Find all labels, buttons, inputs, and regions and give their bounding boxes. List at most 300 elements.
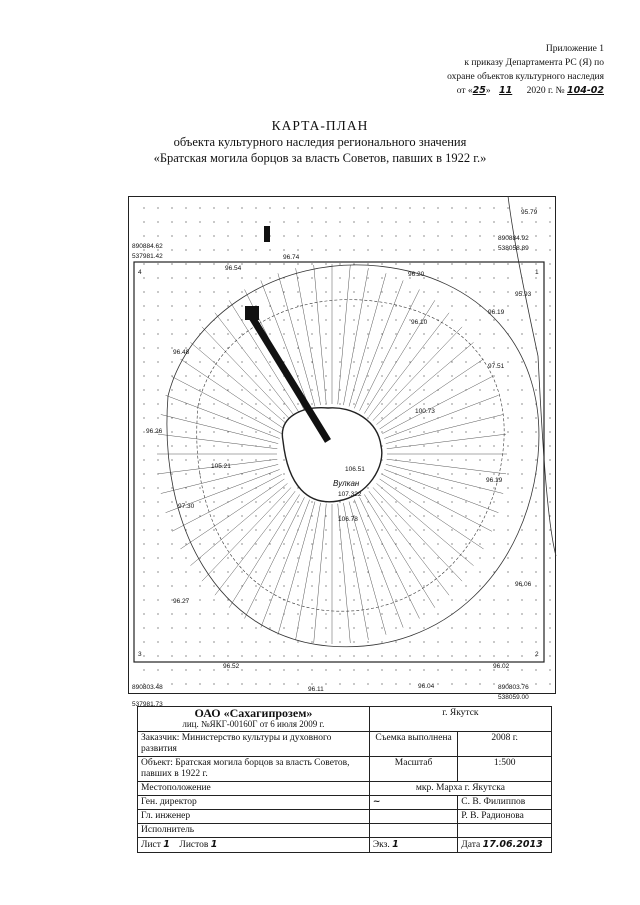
grid-dot — [395, 529, 396, 530]
grid-dot — [157, 221, 158, 222]
grid-dot — [283, 207, 284, 208]
grid-dot — [213, 207, 214, 208]
grid-dot — [199, 305, 200, 306]
grid-dot — [381, 221, 382, 222]
grid-dot — [311, 543, 312, 544]
director-name: С. В. Филиппов — [458, 796, 552, 810]
grid-dot — [395, 585, 396, 586]
grid-dot — [227, 571, 228, 572]
grid-dot — [381, 683, 382, 684]
slope-hatch — [380, 479, 484, 549]
grid-dot — [241, 599, 242, 600]
grid-dot — [227, 641, 228, 642]
grid-dot — [535, 585, 536, 586]
grid-dot — [535, 361, 536, 362]
grid-dot — [465, 557, 466, 558]
grid-dot — [171, 375, 172, 376]
grid-dot — [465, 459, 466, 460]
grid-dot — [185, 389, 186, 390]
grid-dot — [269, 613, 270, 614]
grid-dot — [171, 277, 172, 278]
grid-dot — [157, 263, 158, 264]
grid-dot — [479, 445, 480, 446]
corner-number-3: 3 — [138, 651, 142, 658]
grid-dot — [325, 361, 326, 362]
grid-dot — [353, 333, 354, 334]
grid-dot — [269, 375, 270, 376]
slope-hatch — [387, 459, 506, 474]
corner-coord-tl-y: 537981.42 — [132, 253, 163, 260]
grid-dot — [409, 333, 410, 334]
grid-dot — [423, 501, 424, 502]
grid-dot — [213, 571, 214, 572]
grid-dot — [339, 361, 340, 362]
grid-dot — [143, 403, 144, 404]
grid-dot — [479, 683, 480, 684]
grid-dot — [227, 445, 228, 446]
grid-dot — [451, 501, 452, 502]
grid-dot — [437, 599, 438, 600]
grid-dot — [521, 613, 522, 614]
grid-dot — [409, 655, 410, 656]
grid-dot — [395, 431, 396, 432]
grid-dot — [367, 487, 368, 488]
grid-dot — [493, 417, 494, 418]
grid-dot — [395, 263, 396, 264]
grid-dot — [255, 655, 256, 656]
grid-dot — [479, 613, 480, 614]
grid-dot — [493, 319, 494, 320]
grid-dot — [255, 613, 256, 614]
grid-dot — [143, 291, 144, 292]
grid-dot — [479, 571, 480, 572]
grid-dot — [199, 445, 200, 446]
grid-dot — [465, 445, 466, 446]
grid-dot — [535, 389, 536, 390]
grid-dot — [157, 207, 158, 208]
location-value: мкр. Марха г. Якутска — [369, 782, 551, 796]
grid-dot — [185, 585, 186, 586]
title-block — [137, 706, 552, 853]
grid-dot — [255, 431, 256, 432]
grid-dot — [241, 571, 242, 572]
grid-dot — [269, 277, 270, 278]
grid-dot — [143, 347, 144, 348]
slope-hatch — [229, 494, 300, 607]
grid-dot — [409, 585, 410, 586]
corner-number-1: 1 — [535, 269, 539, 276]
grid-dot — [213, 403, 214, 404]
grid-dot — [521, 347, 522, 348]
grid-dot — [143, 655, 144, 656]
grid-dot — [507, 473, 508, 474]
grid-dot — [255, 207, 256, 208]
grid-dot — [395, 445, 396, 446]
grid-dot — [353, 263, 354, 264]
grid-dot — [255, 389, 256, 390]
grid-dot — [255, 585, 256, 586]
grid-dot — [353, 669, 354, 670]
grid-dot — [199, 473, 200, 474]
grid-dot — [199, 501, 200, 502]
grid-dot — [241, 613, 242, 614]
slope-hatch — [369, 491, 449, 595]
grid-dot — [143, 529, 144, 530]
height-mark: 96.10 — [411, 319, 428, 326]
grid-dot — [437, 263, 438, 264]
grid-dot — [255, 249, 256, 250]
grid-dot — [381, 599, 382, 600]
grid-dot — [409, 235, 410, 236]
grid-dot — [325, 375, 326, 376]
grid-dot — [549, 445, 550, 446]
grid-dot — [227, 529, 228, 530]
grid-dot — [185, 263, 186, 264]
grid-dot — [311, 585, 312, 586]
grid-dot — [311, 263, 312, 264]
grid-dot — [521, 417, 522, 418]
grid-dot — [465, 473, 466, 474]
grid-dot — [143, 613, 144, 614]
grid-dot — [451, 557, 452, 558]
grid-dot — [493, 641, 494, 642]
monument-block — [264, 226, 270, 242]
grid-dot — [241, 641, 242, 642]
grid-dot — [549, 277, 550, 278]
grid-dot — [213, 613, 214, 614]
grid-dot — [311, 235, 312, 236]
grid-dot — [479, 431, 480, 432]
grid-dot — [241, 543, 242, 544]
grid-dot — [213, 305, 214, 306]
slope-hatch — [343, 268, 368, 405]
grid-dot — [423, 641, 424, 642]
slope-hatch — [296, 503, 321, 640]
grid-dot — [423, 529, 424, 530]
grid-dot — [297, 613, 298, 614]
grid-dot — [199, 291, 200, 292]
grid-dot — [171, 683, 172, 684]
grid-dot — [535, 501, 536, 502]
grid-dot — [451, 417, 452, 418]
grid-dot — [325, 599, 326, 600]
grid-dot — [451, 235, 452, 236]
grid-dot — [423, 375, 424, 376]
slope-hatch — [384, 469, 498, 512]
grid-dot — [549, 305, 550, 306]
grid-dot — [283, 333, 284, 334]
grid-dot — [185, 333, 186, 334]
grid-dot — [521, 571, 522, 572]
grid-dot — [143, 543, 144, 544]
grid-dot — [549, 263, 550, 264]
grid-dot — [479, 333, 480, 334]
grid-dot — [381, 277, 382, 278]
grid-dot — [437, 235, 438, 236]
grid-dot — [241, 277, 242, 278]
grid-dot — [367, 249, 368, 250]
grid-dot — [213, 389, 214, 390]
grid-dot — [493, 207, 494, 208]
grid-dot — [465, 291, 466, 292]
grid-dot — [241, 515, 242, 516]
grid-dot — [479, 249, 480, 250]
grid-dot — [325, 291, 326, 292]
order-number: 104-02 — [567, 85, 604, 96]
grid-dot — [535, 543, 536, 544]
slope-hatch — [338, 504, 351, 643]
corner-coord-bl-x: 890803.48 — [132, 684, 163, 691]
grid-dot — [423, 515, 424, 516]
grid-dot — [325, 655, 326, 656]
grid-dot — [409, 431, 410, 432]
grid-dot — [493, 263, 494, 264]
grid-dot — [297, 585, 298, 586]
grid-dot — [241, 207, 242, 208]
grid-dot — [157, 277, 158, 278]
grid-dot — [549, 431, 550, 432]
grid-dot — [507, 445, 508, 446]
grid-dot — [353, 305, 354, 306]
grid-dot — [269, 557, 270, 558]
survey-year: 2008 г. — [458, 732, 552, 757]
height-mark: 96.19 — [486, 477, 503, 484]
grid-dot — [521, 403, 522, 404]
grid-dot — [535, 515, 536, 516]
grid-dot — [171, 431, 172, 432]
height-mark: 96.02 — [493, 663, 510, 670]
grid-dot — [311, 627, 312, 628]
grid-dot — [269, 263, 270, 264]
grid-dot — [521, 375, 522, 376]
grid-dot — [521, 627, 522, 628]
grid-dot — [325, 515, 326, 516]
grid-dot — [367, 375, 368, 376]
grid-dot — [451, 487, 452, 488]
grid-dot — [423, 613, 424, 614]
grid-dot — [381, 389, 382, 390]
grid-dot — [437, 627, 438, 628]
grid-dot — [227, 277, 228, 278]
grid-dot — [367, 221, 368, 222]
corner-coord-tr-x: 890884.92 — [498, 235, 529, 242]
grid-dot — [367, 417, 368, 418]
grid-dot — [213, 599, 214, 600]
grid-dot — [437, 249, 438, 250]
grid-dot — [493, 221, 494, 222]
grid-dot — [241, 431, 242, 432]
grid-dot — [199, 319, 200, 320]
slope-hatch — [364, 300, 435, 413]
grid-dot — [227, 543, 228, 544]
director-label: Ген. директор — [138, 796, 370, 810]
grid-dot — [423, 487, 424, 488]
grid-dot — [185, 277, 186, 278]
grid-dot — [535, 431, 536, 432]
grid-dot — [143, 515, 144, 516]
grid-dot — [479, 347, 480, 348]
grid-dot — [465, 375, 466, 376]
grid-dot — [465, 305, 466, 306]
grid-dot — [381, 529, 382, 530]
grid-dot — [325, 571, 326, 572]
grid-dot — [381, 515, 382, 516]
height-mark: 95.93 — [515, 291, 532, 298]
grid-dot — [479, 627, 480, 628]
grid-dot — [465, 683, 466, 684]
grid-dot — [395, 641, 396, 642]
grid-dot — [521, 473, 522, 474]
slope-hatch — [158, 434, 277, 449]
grid-dot — [479, 501, 480, 502]
grid-dot — [395, 389, 396, 390]
grid-dot — [437, 291, 438, 292]
grid-dot — [199, 669, 200, 670]
grid-dot — [213, 263, 214, 264]
grid-dot — [395, 557, 396, 558]
grid-dot — [213, 277, 214, 278]
grid-dot — [311, 389, 312, 390]
grid-dot — [451, 375, 452, 376]
grid-dot — [479, 529, 480, 530]
grid-dot — [185, 375, 186, 376]
grid-dot — [157, 389, 158, 390]
grid-dot — [283, 669, 284, 670]
license: лиц. №ЯКГ-00160Г от 6 июля 2009 г. — [182, 719, 325, 729]
grid-dot — [437, 347, 438, 348]
grid-dot — [283, 473, 284, 474]
grid-dot — [185, 319, 186, 320]
grid-dot — [311, 291, 312, 292]
grid-dot — [213, 655, 214, 656]
document-title — [0, 118, 640, 166]
grid-dot — [157, 305, 158, 306]
grid-dot — [255, 459, 256, 460]
grid-dot — [227, 389, 228, 390]
grid-dot — [493, 389, 494, 390]
grid-dot — [507, 277, 508, 278]
grid-dot — [507, 417, 508, 418]
grid-dot — [255, 347, 256, 348]
slope-hatch — [314, 265, 327, 404]
grid-dot — [381, 431, 382, 432]
grid-dot — [227, 459, 228, 460]
grid-dot — [507, 599, 508, 600]
grid-dot — [157, 557, 158, 558]
grid-dot — [325, 669, 326, 670]
grid-dot — [423, 403, 424, 404]
grid-dot — [311, 529, 312, 530]
grid-dot — [367, 347, 368, 348]
grid-dot — [353, 319, 354, 320]
grid-dot — [549, 375, 550, 376]
order-day: 25 — [472, 85, 486, 96]
grid-dot — [549, 347, 550, 348]
grid-dot — [241, 445, 242, 446]
grid-dot — [241, 389, 242, 390]
grid-dot — [549, 501, 550, 502]
grid-dot — [395, 683, 396, 684]
grid-dot — [143, 319, 144, 320]
grid-dot — [493, 501, 494, 502]
slope-hatch — [202, 487, 291, 581]
grid-dot — [213, 431, 214, 432]
grid-dot — [227, 613, 228, 614]
grid-dot — [339, 543, 340, 544]
grid-dot — [143, 445, 144, 446]
grid-dot — [507, 515, 508, 516]
grid-dot — [339, 655, 340, 656]
grid-dot — [395, 599, 396, 600]
grid-dot — [157, 319, 158, 320]
grid-dot — [227, 361, 228, 362]
grid-dot — [507, 487, 508, 488]
grid-dot — [255, 571, 256, 572]
grid-dot — [367, 627, 368, 628]
grid-dot — [521, 333, 522, 334]
grid-dot — [311, 655, 312, 656]
grid-dot — [493, 529, 494, 530]
grid-dot — [451, 585, 452, 586]
grid-dot — [479, 319, 480, 320]
grid-dot — [213, 417, 214, 418]
grid-dot — [493, 655, 494, 656]
grid-dot — [521, 319, 522, 320]
grid-dot — [297, 543, 298, 544]
grid-dot — [395, 613, 396, 614]
grid-dot — [227, 375, 228, 376]
grid-dot — [451, 473, 452, 474]
grid-dot — [437, 459, 438, 460]
grid-dot — [549, 403, 550, 404]
corner-coord-tr-y: 538058.89 — [498, 245, 529, 252]
grid-dot — [325, 277, 326, 278]
grid-dot — [493, 683, 494, 684]
grid-dot — [423, 431, 424, 432]
grid-dot — [171, 627, 172, 628]
grid-dot — [353, 291, 354, 292]
grid-dot — [339, 613, 340, 614]
copy-info: Экз. 1 — [369, 838, 457, 853]
grid-dot — [409, 557, 410, 558]
grid-dot — [507, 361, 508, 362]
grid-dot — [241, 333, 242, 334]
grid-dot — [255, 473, 256, 474]
grid-dot — [143, 599, 144, 600]
grid-dot — [325, 207, 326, 208]
grid-dot — [339, 305, 340, 306]
grid-dot — [339, 683, 340, 684]
grid-dot — [437, 557, 438, 558]
grid-dot — [465, 207, 466, 208]
grid-dot — [143, 417, 144, 418]
grid-dot — [465, 361, 466, 362]
grid-dot — [283, 585, 284, 586]
grid-dot — [199, 277, 200, 278]
grid-dot — [437, 487, 438, 488]
grid-dot — [297, 669, 298, 670]
grid-dot — [451, 221, 452, 222]
grid-dot — [311, 305, 312, 306]
date-prefix: от « — [456, 86, 473, 96]
grid-dot — [241, 305, 242, 306]
grid-dot — [227, 557, 228, 558]
grid-dot — [213, 543, 214, 544]
grid-dot — [367, 207, 368, 208]
grid-dot — [269, 585, 270, 586]
grid-dot — [451, 403, 452, 404]
grid-dot — [549, 417, 550, 418]
